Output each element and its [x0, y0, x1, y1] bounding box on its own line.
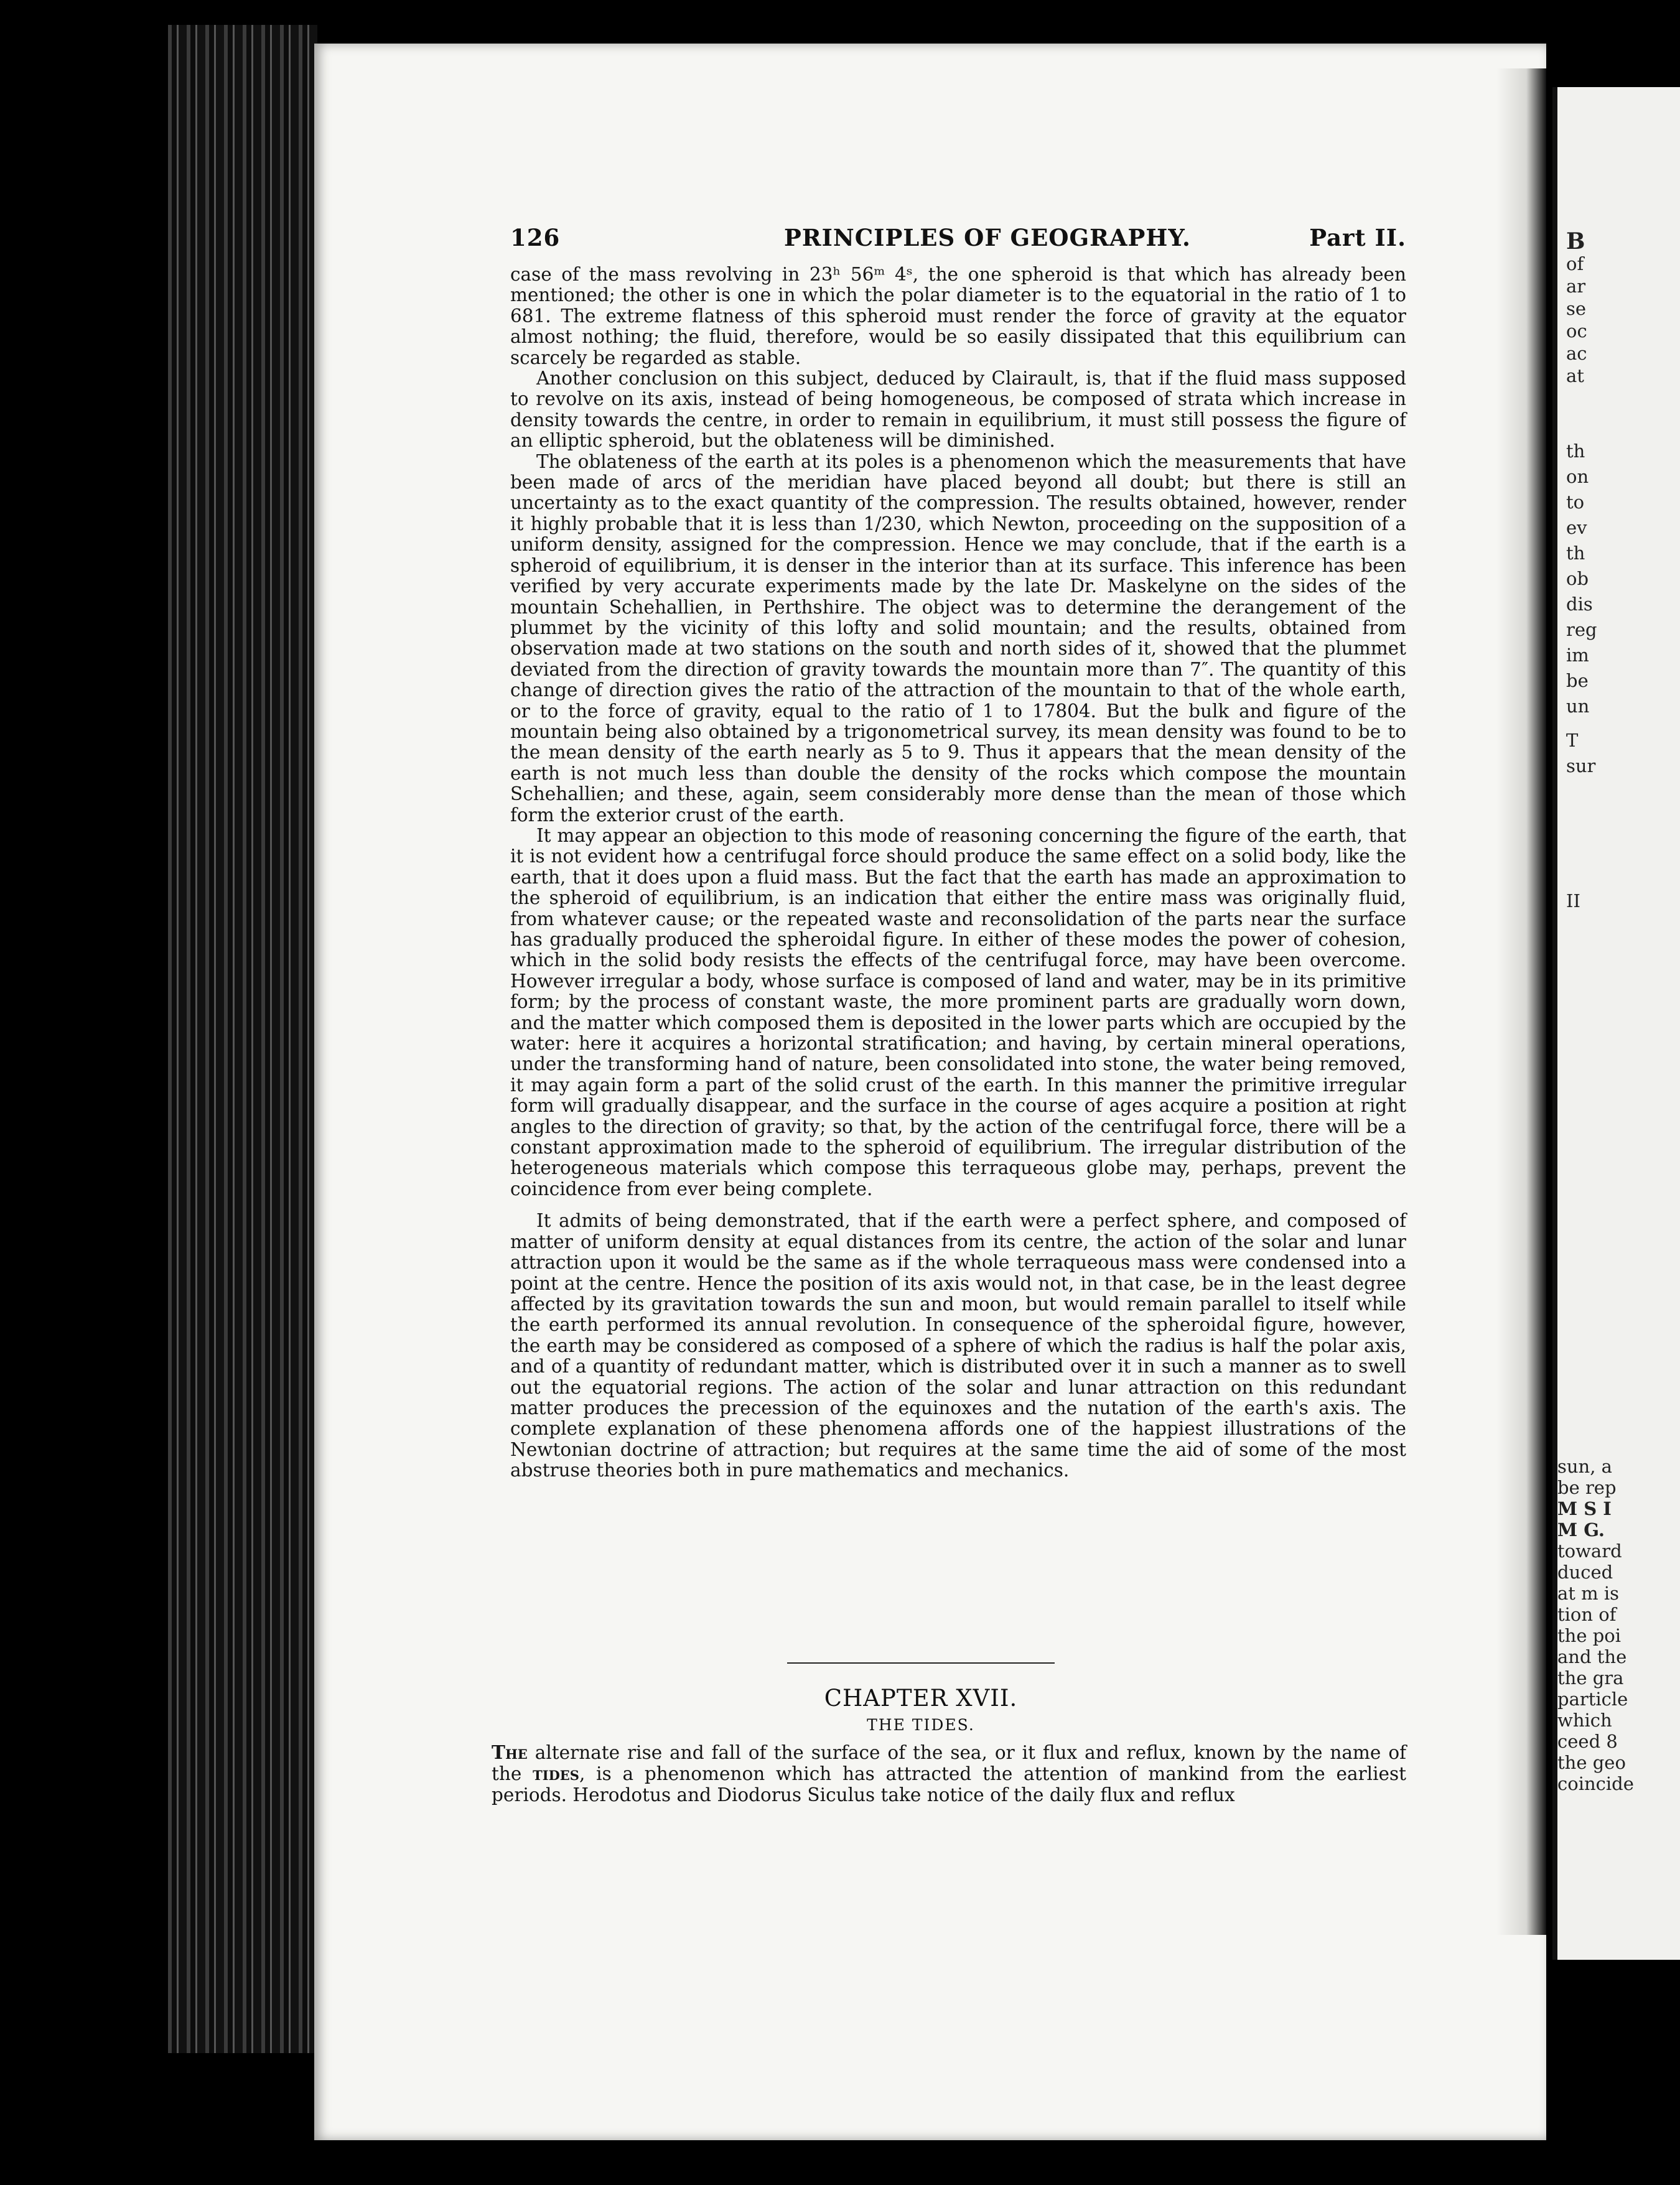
chapter-subtitle: THE TIDES. — [867, 1716, 975, 1734]
facing-page-bottom — [1557, 1456, 1634, 1794]
chapter-title: CHAPTER XVII. — [824, 1685, 1018, 1712]
fragment: duced — [1557, 1562, 1613, 1583]
fragment: toward — [1557, 1540, 1622, 1562]
fragment: sun, a — [1557, 1456, 1612, 1477]
fragment: ev — [1566, 517, 1587, 538]
fragment: sur — [1566, 755, 1596, 776]
fragment: ac — [1566, 343, 1587, 364]
tides-word: tides — [533, 1763, 579, 1785]
part-label: Part II. — [1309, 224, 1406, 251]
fragment: coincide — [1557, 1773, 1634, 1794]
paragraph — [492, 1742, 1406, 1805]
book-edge — [168, 25, 317, 2053]
fragment: ar — [1566, 276, 1586, 297]
fragment: which — [1557, 1710, 1612, 1731]
page-number: 126 — [510, 224, 561, 251]
fragment: th — [1566, 440, 1585, 462]
page-title: PRINCIPLES OF GEOGRAPHY. — [784, 224, 1191, 251]
fragment: be — [1566, 670, 1589, 691]
body-text — [510, 264, 1406, 1481]
fragment: particle — [1557, 1689, 1628, 1710]
fragment: reg — [1566, 619, 1597, 640]
text-run: , is a phenomenon which has attracted the attention of mankind from the earliest periods. Herodotus and Diodorus Siculus take notice of the daily flux and reflux — [492, 1763, 1406, 1805]
fragment: of — [1566, 253, 1584, 274]
fragment: to — [1566, 492, 1585, 513]
facing-page-top — [1566, 230, 1587, 387]
fragment: th — [1566, 543, 1585, 564]
chapter-text — [492, 1742, 1406, 1805]
fragment: tion of — [1557, 1604, 1617, 1625]
paragraph: It may appear an objection to this mode of reasoning concerning the figure of the earth, that it is not evident how a centrifugal force should produce the same effect on a solid body, like the earth, that it does upon a fluid mass. But the fact that the earth has made an approximation to the spheroid of equilibrium, is an indication that either the entire mass was originally fluid, from whatever cause; or the repeated waste and reconsolidation of the parts near the surface has gradually produced the spheroidal figure. In either of these modes the power of cohesion, which in the solid body resists the effects of the centrifugal force, may have been overcome. However irregular a body, whose surface is composed of land and water, may be in its primitive form; by the process of constant waste, the more prominent parts are gradually worn down, and the matter which composed them is deposited in the lower parts which are occupied by the water: here it acquires a horizontal stratification; and having, by certain mineral operations, under the transforming hand of nature, been consolidated into stone, the water being removed, it may again form a part of the solid crust of the earth. In this manner the primitive irregular form will gradually disappear, and the surface in the course of ages acquire a position at right angles to the direction of gravity; so that, by the action of the centrifugal force, there will be a constant approximation made to the spheroid of equilibrium. The irregular distribution of the heterogeneous materials which compose this terraqueous globe may, perhaps, prevent the coincidence from ever being complete. — [510, 824, 1406, 1200]
fragment: ob — [1566, 568, 1589, 589]
fragment: the poi — [1557, 1625, 1622, 1646]
fragment: at m is — [1557, 1583, 1620, 1604]
fragment: the geo — [1557, 1752, 1626, 1773]
fragment: im — [1566, 645, 1589, 666]
facing-page — [1552, 87, 1680, 1960]
fragment: M G. — [1557, 1519, 1605, 1540]
fragment: oc — [1566, 320, 1587, 342]
paragraph: case of the mass revolving in 23ʰ 56ᵐ 4ˢ, the one spheroid is that which has already been mentioned; the other is one in which the polar diameter is to the equatorial in the ratio of 1 to 681. The extreme flatness of this spheroid must render the force of gravity at the equator almost nothing; the fluid, therefore, would be so easily dissipated that this equilibrium can scarcely be regarded as stable. — [510, 264, 1406, 368]
page-gutter — [1496, 68, 1546, 1935]
facing-page-mark: II — [1566, 890, 1580, 911]
fragment: T — [1566, 730, 1579, 751]
fragment: ceed 8 — [1557, 1731, 1618, 1752]
facing-page-middle — [1566, 439, 1597, 779]
fragment: and the — [1557, 1646, 1627, 1667]
paragraph: The oblateness of the earth at its poles is a phenomenon which the measurements that have been made of arcs of the meridian have placed beyond all doubt; but there is still an uncertainty as to the exact quantity of the compression. The results obtained, however, render it highly probable that it is less than 1/230, which Newton, proceeding on the supposition of a uniform density, assigned for the compression. Hence we may conclude, that if the earth is a spheroid of equilibrium, it is denser in the interior than at its surface. This inference has been verified by very accurate experiments made by the late Dr. Maskelyne on the sides of the mountain Schehallien, in Perthshire. The object was to determine the derangement of the plummet by the vicinity of this lofty and solid mountain; and the results, obtained from observation made at two stations on the south and north sides of it, showed that the plummet deviated from the direction of gravity towards the mountain more than 7″. The quantity of this change of direction gives the ratio of the attraction of the mountain to that of the whole earth, or to the force of gravity, equal to the ratio of 1 to 17804. But the bulk and figure of the mountain being also obtained by a trigonometrical survey, its mean density was found to be to the mean density of the earth nearly as 5 to 9. Thus it appears that the mean density of the earth is not much less than double the density of the rocks which compose the mountain Schehallien; and these, again, seem considerably more dense than the mean of those which form the exterior crust of the earth. — [510, 450, 1406, 826]
fragment: on — [1566, 466, 1589, 487]
fragment: un — [1566, 696, 1590, 717]
running-head — [510, 224, 1406, 261]
paragraph: It admits of being demonstrated, that if the earth were a perfect sphere, and composed of matter of uniform density at equal distances from its centre, the action of the solar and lunar attraction upon it would be the same as if the whole terraqueous mass were condensed into a point at the centre. Hence the position of its axis would not, in that case, be in the least degree affected by its gravitation towards the sun and moon, but would remain parallel to itself while the earth performed its annual revolution. In consequence of the spheroidal figure, however, the earth may be considered as composed of a sphere of which the radius is half the polar axis, and of a quantity of redundant matter, which is distributed over it in such a manner as to swell out the equatorial regions. The action of the solar and lunar attraction on this redundant matter produces the precession of the equinoxes and the nutation of the earth's axis. The complete explanation of these phenomena affords one of the happiest illustrations of the Newtonian doctrine of attraction; but requires at the same time the aid of some of the most abstruse theories both in pure mathematics and mechanics. — [510, 1210, 1406, 1481]
fragment: be rep — [1557, 1477, 1617, 1498]
text-run: alternate rise and fall of the surface of the sea, or it flux and reflux, known by the name of the — [492, 1742, 1406, 1785]
fragment: dis — [1566, 594, 1593, 615]
fragment: se — [1566, 298, 1587, 319]
paragraph: Another conclusion on this subject, deduced by Clairault, is, that if the fluid mass supposed to revolve on its axis, instead of being homogeneous, be composed of strata which increase in density towards the centre, in order to remain in equilibrium, it must still possess the figure of an elliptic spheroid, but the oblateness will be diminished. — [510, 368, 1406, 452]
section-divider — [787, 1662, 1055, 1664]
fragment: the gra — [1557, 1667, 1624, 1689]
fragment: at — [1566, 365, 1584, 386]
fragment: B — [1566, 228, 1585, 254]
lead-word: The — [492, 1741, 528, 1763]
fragment: M S I — [1557, 1498, 1612, 1519]
